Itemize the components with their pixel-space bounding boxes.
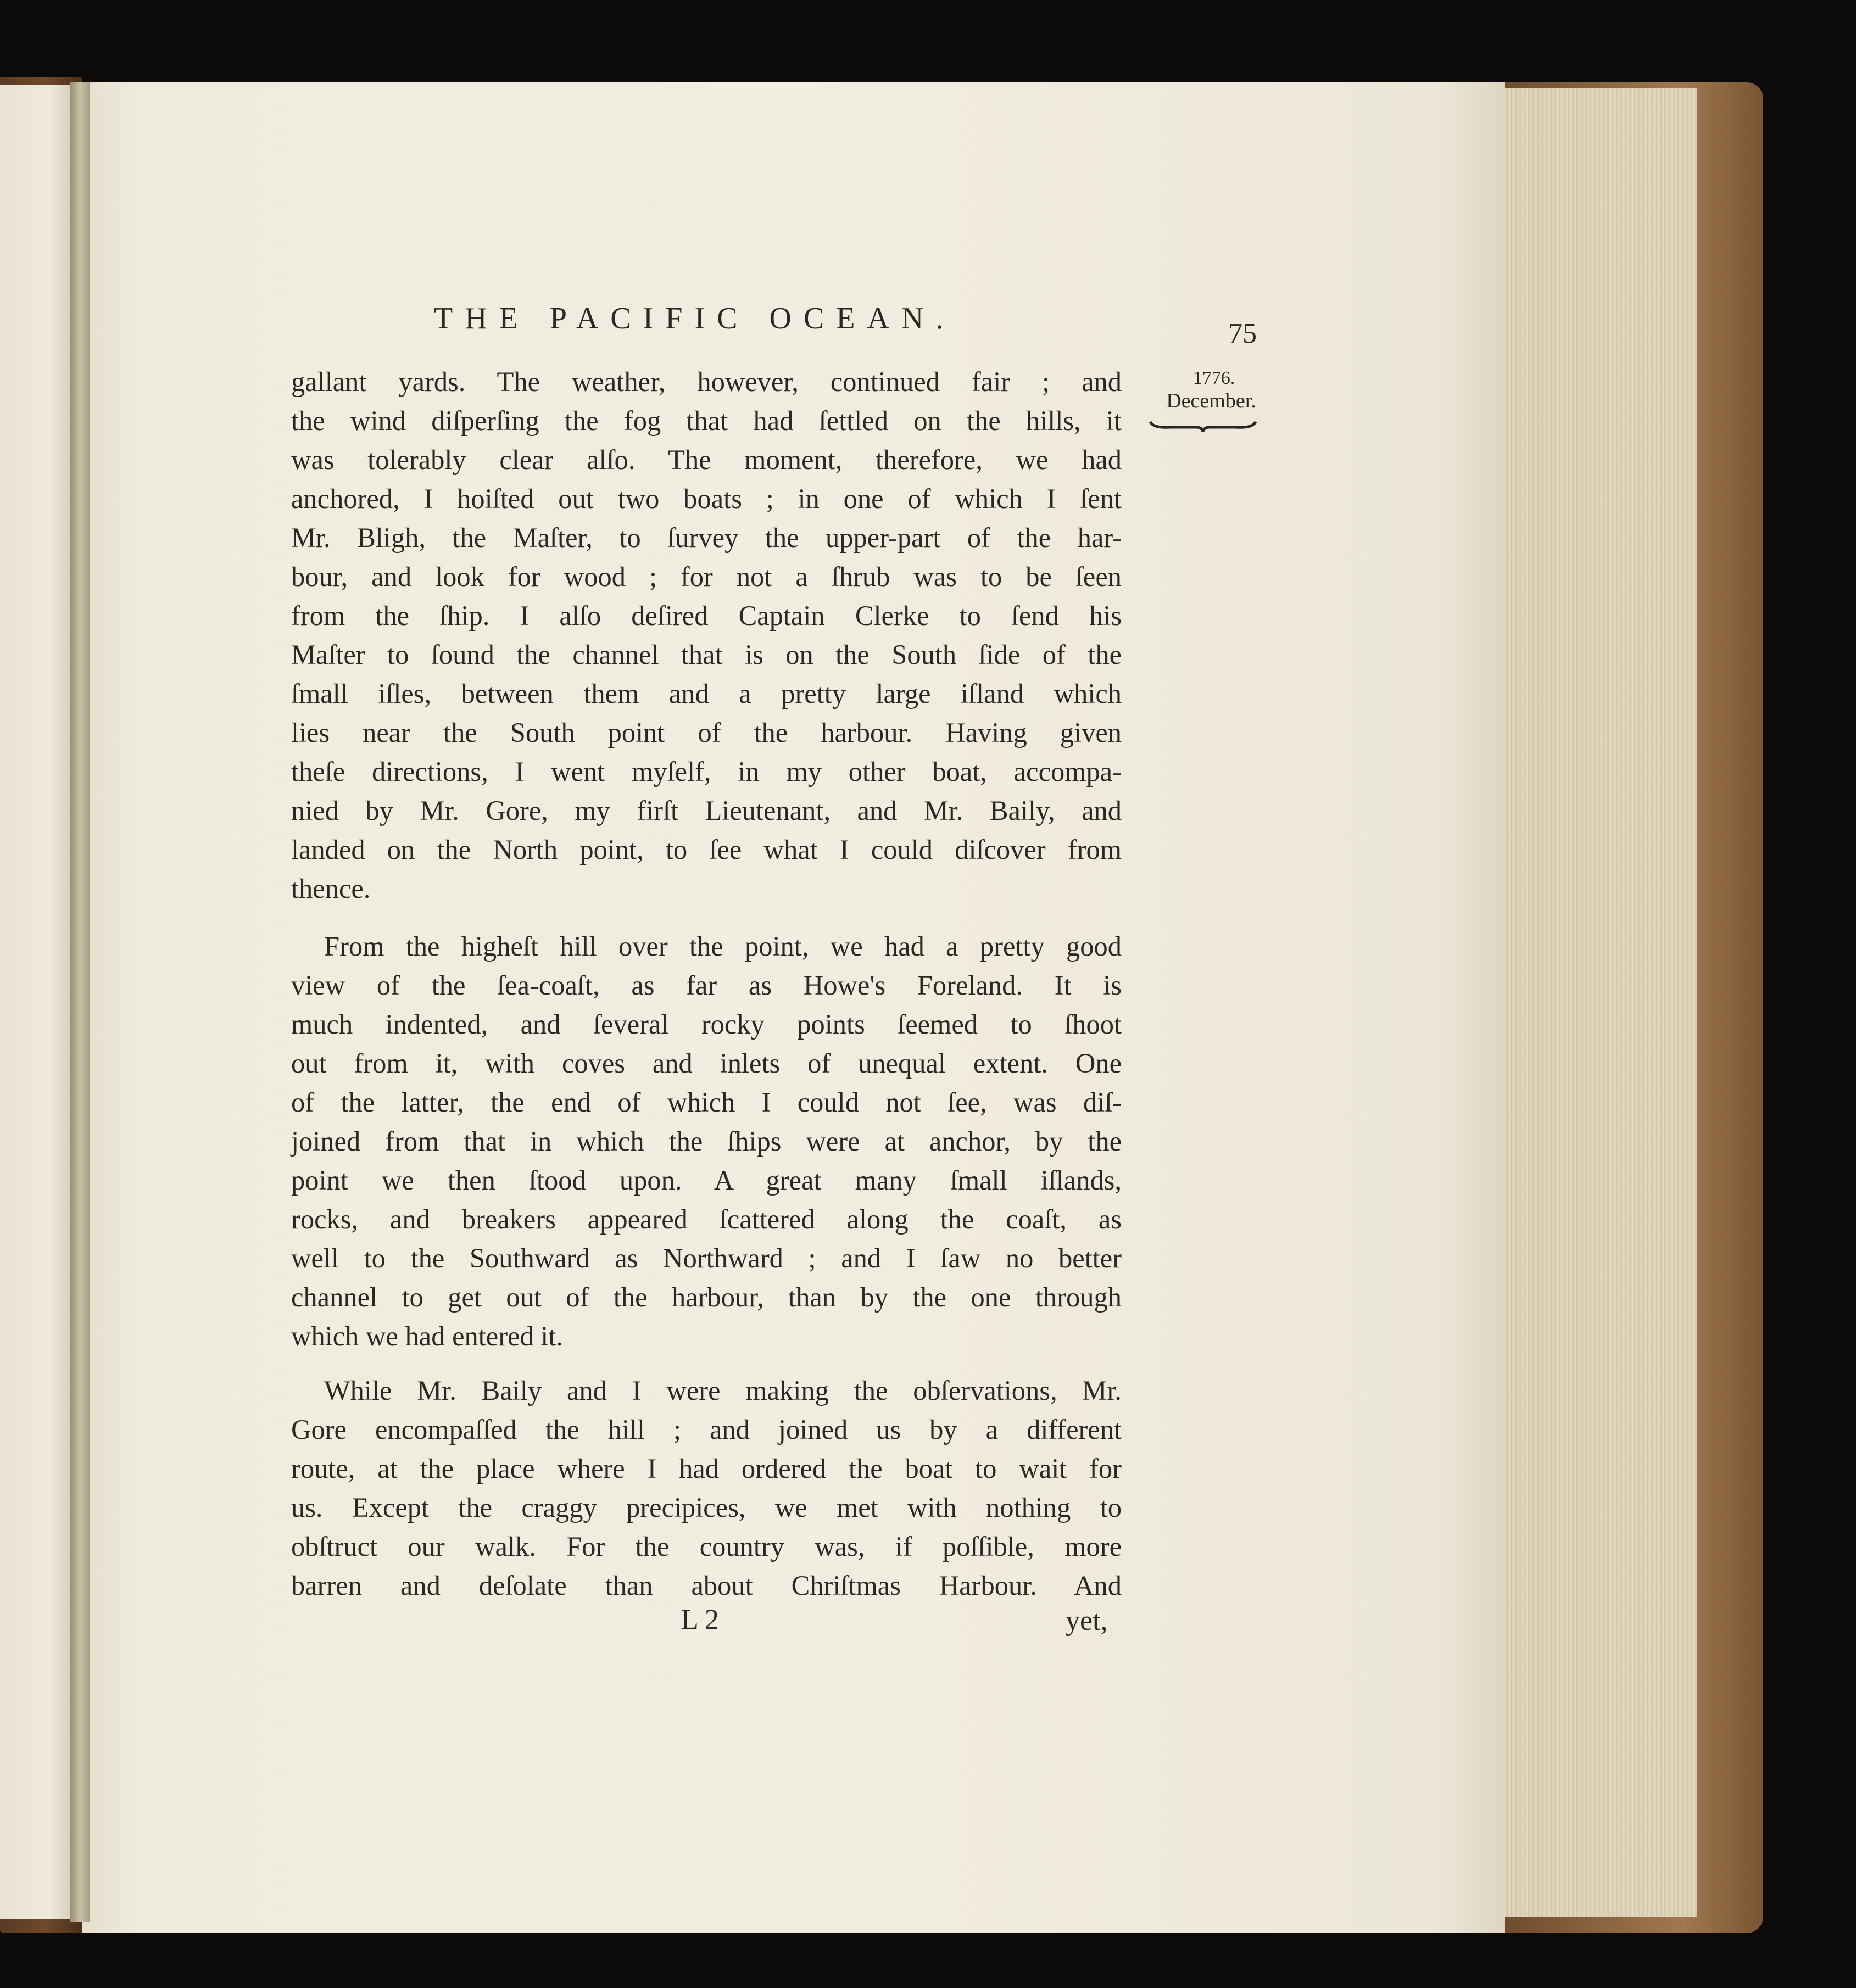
text-line: ſmall iſles, between them and a pretty large iſland which xyxy=(291,678,1122,709)
text-line: barren and deſolate than about Chriſtmas Harbour. And xyxy=(291,1570,1122,1601)
text-line: the wind diſperſing the fog that had ſettled on the hills, it xyxy=(291,405,1122,436)
text-line: which we had entered it. xyxy=(291,1321,563,1352)
text-line: Gore encompaſſed the hill ; and joined us by a different xyxy=(291,1414,1122,1445)
text-line: view of the ſea-coaſt, as far as Howe's Foreland. It is xyxy=(291,970,1122,1001)
margin-brace-icon xyxy=(1148,417,1258,434)
text-line: theſe directions, I went myſelf, in my other boat, accompa- xyxy=(291,756,1122,787)
text-line: nied by Mr. Gore, my firſt Lieutenant, and Mr. Baily, and xyxy=(291,795,1122,826)
text-line: obſtruct our walk. For the country was, if poſſible, more xyxy=(291,1531,1122,1562)
paragraph-3 xyxy=(291,1371,1122,1605)
gutter xyxy=(70,82,90,1922)
text-line: bour, and look for wood ; for not a ſhrub was to be ſeen xyxy=(291,561,1122,592)
text-line: much indented, and ſeveral rocky points ſeemed to ſhoot xyxy=(291,1009,1122,1040)
text-line: out from it, with coves and inlets of unequal extent. One xyxy=(291,1048,1122,1079)
text-line: of the latter, the end of which I could not ſee, was diſ- xyxy=(291,1087,1122,1118)
text-line: While Mr. Baily and I were making the obſervations, Mr. xyxy=(324,1375,1122,1406)
page-number: 75 xyxy=(1228,318,1257,349)
running-head: THE PACIFIC OCEAN. xyxy=(434,301,956,336)
text-line: Mr. Bligh, the Maſter, to ſurvey the upper-part of the har- xyxy=(291,522,1122,553)
text-line: landed on the North point, to ſee what I could diſcover from xyxy=(291,834,1122,865)
text-line: was tolerably clear alſo. The moment, therefore, we had xyxy=(291,444,1122,475)
text-line: anchored, I hoiſted out two boats ; in one of which I ſent xyxy=(291,483,1122,514)
paragraph-2 xyxy=(291,927,1122,1356)
text-line: Maſter to ſound the channel that is on the South ſide of the xyxy=(291,639,1122,670)
text-line: From the higheſt hill over the point, we had a pretty good xyxy=(324,931,1122,962)
margin-note-year: 1776. xyxy=(1192,368,1235,388)
text-line: rocks, and breakers appeared ſcattered along the coaſt, as xyxy=(291,1204,1122,1235)
text-line: us. Except the craggy precipices, we met with nothing to xyxy=(291,1492,1122,1523)
page-block-edges xyxy=(1500,88,1697,1917)
text-line: joined from that in which the ſhips were at anchor, by the xyxy=(291,1126,1122,1157)
signature-mark: L 2 xyxy=(681,1604,719,1635)
text-line: thence. xyxy=(291,873,371,904)
catchword: yet, xyxy=(1066,1605,1108,1637)
paragraph-1 xyxy=(291,362,1122,908)
text-line: well to the Southward as Northward ; and I ſaw no better xyxy=(291,1243,1122,1274)
text-line: point we then ſtood upon. A great many ſmall iſlands, xyxy=(291,1165,1122,1196)
text-line: channel to get out of the harbour, than by the one through xyxy=(291,1282,1122,1313)
text-line: gallant yards. The weather, however, continued fair ; and xyxy=(291,366,1122,397)
text-line: lies near the South point of the harbour. Having given xyxy=(291,717,1122,748)
left-page-edge xyxy=(0,85,70,1919)
text-line: route, at the place where I had ordered the boat to wait for xyxy=(291,1453,1122,1484)
margin-note-month: December. xyxy=(1166,389,1256,412)
text-line: from the ſhip. I alſo deſired Captain Clerke to ſend his xyxy=(291,600,1122,631)
